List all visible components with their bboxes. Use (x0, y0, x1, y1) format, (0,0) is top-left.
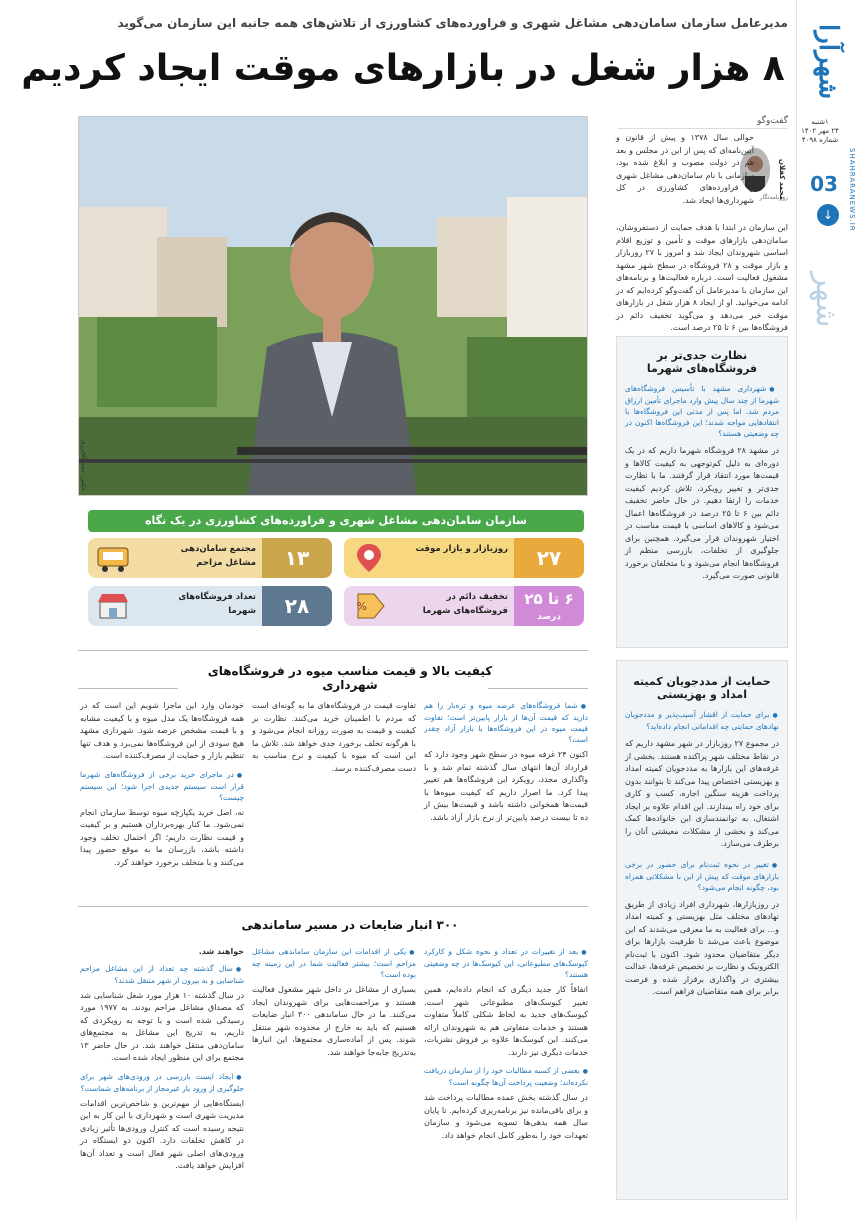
bottom-question-4: ● یکی از اقدامات این سازمان ساماندهی مشاغل مزاحم است؛ بیشتر فعالیت شما در این زمینه چه بوده است؟ (252, 946, 416, 980)
bottom-answer-5: در سال گذشته بخش عمده مطالبات پرداخت شد و برای باقی‌مانده نیز برنامه‌ریزی کرده‌ایم. تا پایان سال همه بدهی‌ها تسویه می‌شود و سازمان تعهدات خود را به‌طور کامل انجام خواهد داد. (424, 1093, 588, 1140)
author-role: روزنامه‌نگار (759, 194, 788, 201)
sidebar-box-support (616, 660, 788, 1200)
bottom-question-2: ● ایجاد ایست‌ بازرسی در ورودی‌های شهر برای جلوگیری از ورود بار غیرمجاز از برنامه‌های شماست؟ (80, 1071, 244, 1094)
mid-answer-3: خودمان وارد این ماجرا شویم این است که در همه فروشگاه‌ها یک مدل میوه و با کیفیت مشابه و با قیمت مشخص عرضه شود. شهرداری مشهد هیچ سودی از این فروشگاه‌ها نمی‌برد و هدف تنها تنظیم بازار و حمایت از مصرف‌کننده است. (80, 701, 244, 760)
site-url[interactable]: SHAHRARANEWS.IR (848, 148, 856, 232)
interview-tag: گفت‌وگو (618, 116, 788, 129)
stat-label: روزبازار و بازار موقت (415, 544, 508, 554)
stat-card-stores (88, 586, 332, 626)
box-question: ● برای حمایت از اقشار آسیب‌پذیر و مددجویان نهادهای حمایتی چه اقداماتی انجام داده‌اید؟ (625, 709, 779, 732)
headline: ۸ هزار شغل در بازارهای موقت ایجاد کردیم (21, 48, 785, 89)
infographic (88, 510, 584, 628)
svg-text:%: % (356, 600, 367, 613)
main-photo (78, 116, 588, 496)
box-answer: در مجموع ۲۷ روزبازار در شهر مشهد داریم که در نقاط مختلف شهر پراکنده هستند. بخشی از غرفه‌های این بازارها به مددجویان کمیته امداد و بهزیستی اختصاص پیدا می‌کند تا بتوانند بدون پرداخت هزینه سنگین اجاره، کسب و کاری برای خود راه بیندازند. این اقدام علاوه بر ایجاد اشتغال، به توانمندسازی این خانواده‌ها کمک می‌کند و بخشی از مشکلات معیشتی آنان را برطرف می‌سازد. (625, 739, 780, 848)
stat-unit: درصد (537, 612, 561, 622)
bottom-intro: خواهند شد. (198, 947, 244, 956)
mid-question: ● شما فروشگاه‌های عرضه میوه و تره‌بار را هم دارید که قیمت آن‌ها از بازار پایین‌تر است؛ تفاوت قیمت میوه در این فروشگاه‌ها با بازار آزاد چقدر است؟ (424, 700, 588, 745)
stat-value: ۱۳ (262, 538, 332, 578)
page-number: 03 (810, 172, 838, 196)
stat-card-complexes (88, 538, 332, 578)
box-question-2: ● تغییر در نحوه ثبت‌نام برای حضور در برخی بازارهای موقت که پیش از این با مشکلاتی همراه بود، چگونه انجام می‌شود؟ (625, 859, 779, 893)
stat-card-discount (344, 586, 584, 626)
store-icon (94, 590, 132, 622)
intro-text: حوالی سال ۱۳۷۸ و پیش از قانون و آیین‌نامه‌ای که پس از این در مجلس و بعد هم در دولت مصوب و ابلاغ شده بود، سازمانی با نام سامان‌دهی مشاغل شهری و فراورده‌های کشاورزی در کل شهرداری‌ها ایجاد شد. (616, 133, 754, 205)
page-side-strip (796, 0, 858, 1220)
infographic-title: سازمان سامان‌دهی مشاغل شهری و فراورده‌های کشاورزی در یک نگاه (88, 510, 584, 532)
stat-label: تخفیف دائم در فروشگاه‌های شهرما (422, 592, 508, 616)
divider (78, 650, 588, 651)
box-answer-2: در روزبازارها، شهرداری افراد زیادی از طریق نهادهای مختلف مثل بهزیستی و کمیته امداد و... برای فعالیت به ما معرفی می‌شدند که این موضوع باعث می‌شد تا ظرفیت بازارها برای دیگر متقاضیان محدود شود. اکنون با ثبت‌نام الکترونیک و نظارت بر تخصیص غرفه‌ها، عدالت بیشتری در واگذاری برقرار شده و فرصت برابر برای همه متقاضیان فراهم است. (625, 899, 779, 996)
bottom-col-center (252, 946, 416, 1059)
truck-icon (94, 542, 132, 574)
weekday: ۱شنبه (811, 118, 829, 126)
bottom-section-title: ۳۰۰ انبار ضایعات در مسیر ساماندهی (241, 918, 459, 932)
bottom-question-5: ● بعضی از کسبه مطالبات خود را از سازمان دریافت نکرده‌اند؛ وضعیت پرداخت آن‌ها چگونه است؟ (424, 1065, 588, 1088)
stat-card-bazaars (344, 538, 584, 578)
pin-icon (350, 542, 388, 574)
issue-number: شماره ۴۰۹۸ (801, 136, 839, 144)
bottom-answer: در سال گذشته ۱۰ هزار مورد شغل شناسایی شد که مصداق مشاغل مزاحم بودند. به ۱۹۷۷ مورد رسیدگی شده است و با توجه به رویکردی که داریم، به تدریج این مشاغل به مجتمع‌های سامان‌دهی منتقل خواهند شد. در حال حاضر ۱۳ مجتمع برای این منظور ایجاد شده است. (80, 990, 245, 1062)
mid-col-right (424, 700, 588, 824)
section-name: شهر (809, 272, 844, 328)
divider (78, 688, 178, 689)
mid-answer-2: تفاوت قیمت در فروشگاه‌های ما به گونه‌ای است که مردم با اطمینان خرید می‌کنند. نظارت بر کیفیت و قیمت به صورت روزانه انجام می‌شود و با هرگونه تخلف برخورد جدی خواهد شد. تلاش ما این است که میوه با کیفیت و نرخ مناسب به دست مصرف‌کننده برسد. (252, 701, 416, 773)
mid-answer-1: اکنون ۲۴ غرفه میوه در سطح شهر وجود دارد که قرارداد آن‌ها انتهای سال گذشته تمام شد و با واگذاری مجدد، رویکرد این فروشگاه‌ها هم تغییر پیدا کرد. ما اصرار داریم که کیفیت میوه‌ها با قیمت‌ها همخوانی داشته باشد و قیمت‌ها بیش از ده تا بیست درصد پایین‌تر از نرخ بازار آزاد باشد. (424, 750, 588, 822)
download-icon[interactable]: ↓ (817, 204, 839, 226)
stat-value: ۲۸ (262, 586, 332, 626)
divider (488, 688, 588, 689)
mid-question-2: ● در ماجرای خرید برخی از فروشگاه‌های شهرما قرار است سیستم جدیدی اجرا شود؛ این سیستم چیست؟ (80, 769, 244, 803)
date-fa: ۲۴ مهر ۱۴۰۲ (801, 127, 839, 135)
mid-col-center (252, 700, 416, 775)
mid-section-title: کیفیت بالا و قیمت مناسب میوه در فروشگاه‌های شهرداری (207, 664, 493, 692)
divider (78, 906, 588, 907)
stat-label: مجتمع سامان‌دهی مشاغل مزاحم (180, 544, 256, 568)
byline (756, 130, 786, 200)
box-answer: در مشهد ۲۸ فروشگاه شهرما داریم که در یک دوره‌ای به دلیل کم‌توجهی به کیفیت کالاها و قیمت‌ها مورد انتقاد قرار گرفتند. ما با نظارت جدی‌تر و تغییر رویکرد، تلاش کردیم کیفیت خدمات را ارتقا دهیم. در حال حاضر تخفیف دائم بین ۶ تا ۲۵ درصد در فروشگاه‌ها اعمال می‌شود و کالاهای اساسی با قیمت مناسب در اختیار شهروندان قرار می‌گیرد. همچنین برای جلوگیری از تخلفات، بازرسی منظم از فروشگاه‌ها انجام می‌شود و با متخلفان برخورد قانونی صورت می‌گیرد. (625, 446, 779, 580)
intro-text-continued: این سازمان در ابتدا با هدف حمایت از دستفروشان، سامان‌دهی بازارهای موقت و تأمین و توزیع اقلام اساسی شهروندان ایجاد شد و امروز با ۲۷ روزبازار و بازار موقت و ۲۸ فروشگاه در سطح شهر مشهد مشغول فعالیت است. درباره فعالیت‌ها و برنامه‌های این سازمان با مدیرعامل آن گفت‌وگو کرده‌ایم که در ادامه می‌خوانید. او از ایجاد ۸ هزار شغل در بازارهای موقت خبر می‌دهد و می‌گوید تخفیف دائم در فروشگاه‌ها بین ۶ تا ۲۵ درصد است. (616, 223, 789, 332)
discount-tag-icon (350, 590, 388, 622)
author-name: محمد کفلان (778, 159, 786, 200)
bottom-question-3: ● بعد از تغییرات در تعداد و نحوه شکل و کارکرد کیوسک‌های مطبوعاتی، این کیوسک‌ها در چه وضعیتی هستند؟ (424, 946, 588, 980)
kicker: مدیرعامل سازمان سامان‌دهی مشاغل شهری و فراورده‌های کشاورزی از تلاش‌های همه جانبه این سازمان می‌گوید (117, 16, 788, 30)
mid-answer-4: نه، اصل خرید یکپارچه میوه توسط سازمان انجام نمی‌شود. ما کنار بهره‌برداران هستیم و بر کیفیت و قیمت نظارت داریم؛ اگر احتمال تخلف وجود داشته باشد، بازرسان ما به موقع حضور پیدا می‌کنند و با متخلف برخورد خواهند کرد. (80, 807, 244, 867)
bottom-question: ● سال گذشته چه تعداد از این مشاغل مزاحم شناسایی و به بیرون از شهر منتقل شدند؟ (80, 963, 244, 986)
bottom-col-right (424, 946, 588, 1142)
bottom-answer-4: بسیاری از مشاغل در داخل شهر مشغول فعالیت هستند و مزاحمت‌هایی برای شهروندان ایجاد می‌کنند. ما در حال ساماندهی ۳۰۰ انبار ضایعات هستیم که باید به خارج از محدوده شهر منتقل شوند. پس از آماده‌سازی مجتمع‌ها، این انبارها به‌تدریج جابه‌جا خواهند شد. (252, 985, 416, 1057)
portrait-illustration (78, 117, 587, 496)
sidebar-box-stores (616, 336, 788, 648)
box-title: نظارت جدی‌تر بر فروشگاه‌های شهرما (646, 349, 758, 375)
date-block (800, 118, 840, 145)
bottom-answer-2: ایستگاه‌هایی از مهم‌ترین و شاخص‌ترین اقدامات مدیریت شهری است و شهرداری با این کار به این نتیجه رسیده است که کنترل ورودی‌ها تأثیر زیادی در کاهش تخلفات دارد. اکنون دو ایستگاه در ورودی‌های اصلی شهر فعال است و تعداد آن‌ها افزایش خواهد یافت. (80, 1098, 244, 1170)
bottom-col-left (80, 946, 244, 1173)
newspaper-logo: شهرآرا (813, 24, 843, 100)
stat-value: ۲۷ (514, 538, 584, 578)
photo-credit: عکس: مجید آقابرزی (80, 440, 87, 492)
box-title: حمایت از مددجویان کمیته امداد و بهزیستی (633, 675, 771, 701)
box-question: ● شهرداری مشهد با تأسیس فروشگاه‌های شهرما از چند سال پیش وارد ماجرای تأمین ارزاق مردم شد. اما پس از مدتی این فروشگاه‌ها با انتقادهایی مواجه شدند؛ این فروشگاه‌ها اکنون در چه وضعیتی هستند؟ (625, 383, 779, 439)
stat-value: ۶ تا ۲۵ (524, 590, 574, 608)
stat-label: تعداد فروشگاه‌های شهرما (178, 592, 256, 616)
mid-col-left (80, 700, 244, 869)
bottom-answer-3: اتفاقاً کار جدید دیگری که انجام داده‌ایم، همین تغییر کیوسک‌های مطبوعاتی شهر است. کیوسک‌های جدید به لحاظ شکلی کاملاً متفاوت هستند و خدمات متفاوتی هم به شهروندان ارائه می‌کنند. این کیوسک‌ها علاوه بر فروش نشریات، خدمات دیگری نیز دارند. (424, 985, 588, 1057)
